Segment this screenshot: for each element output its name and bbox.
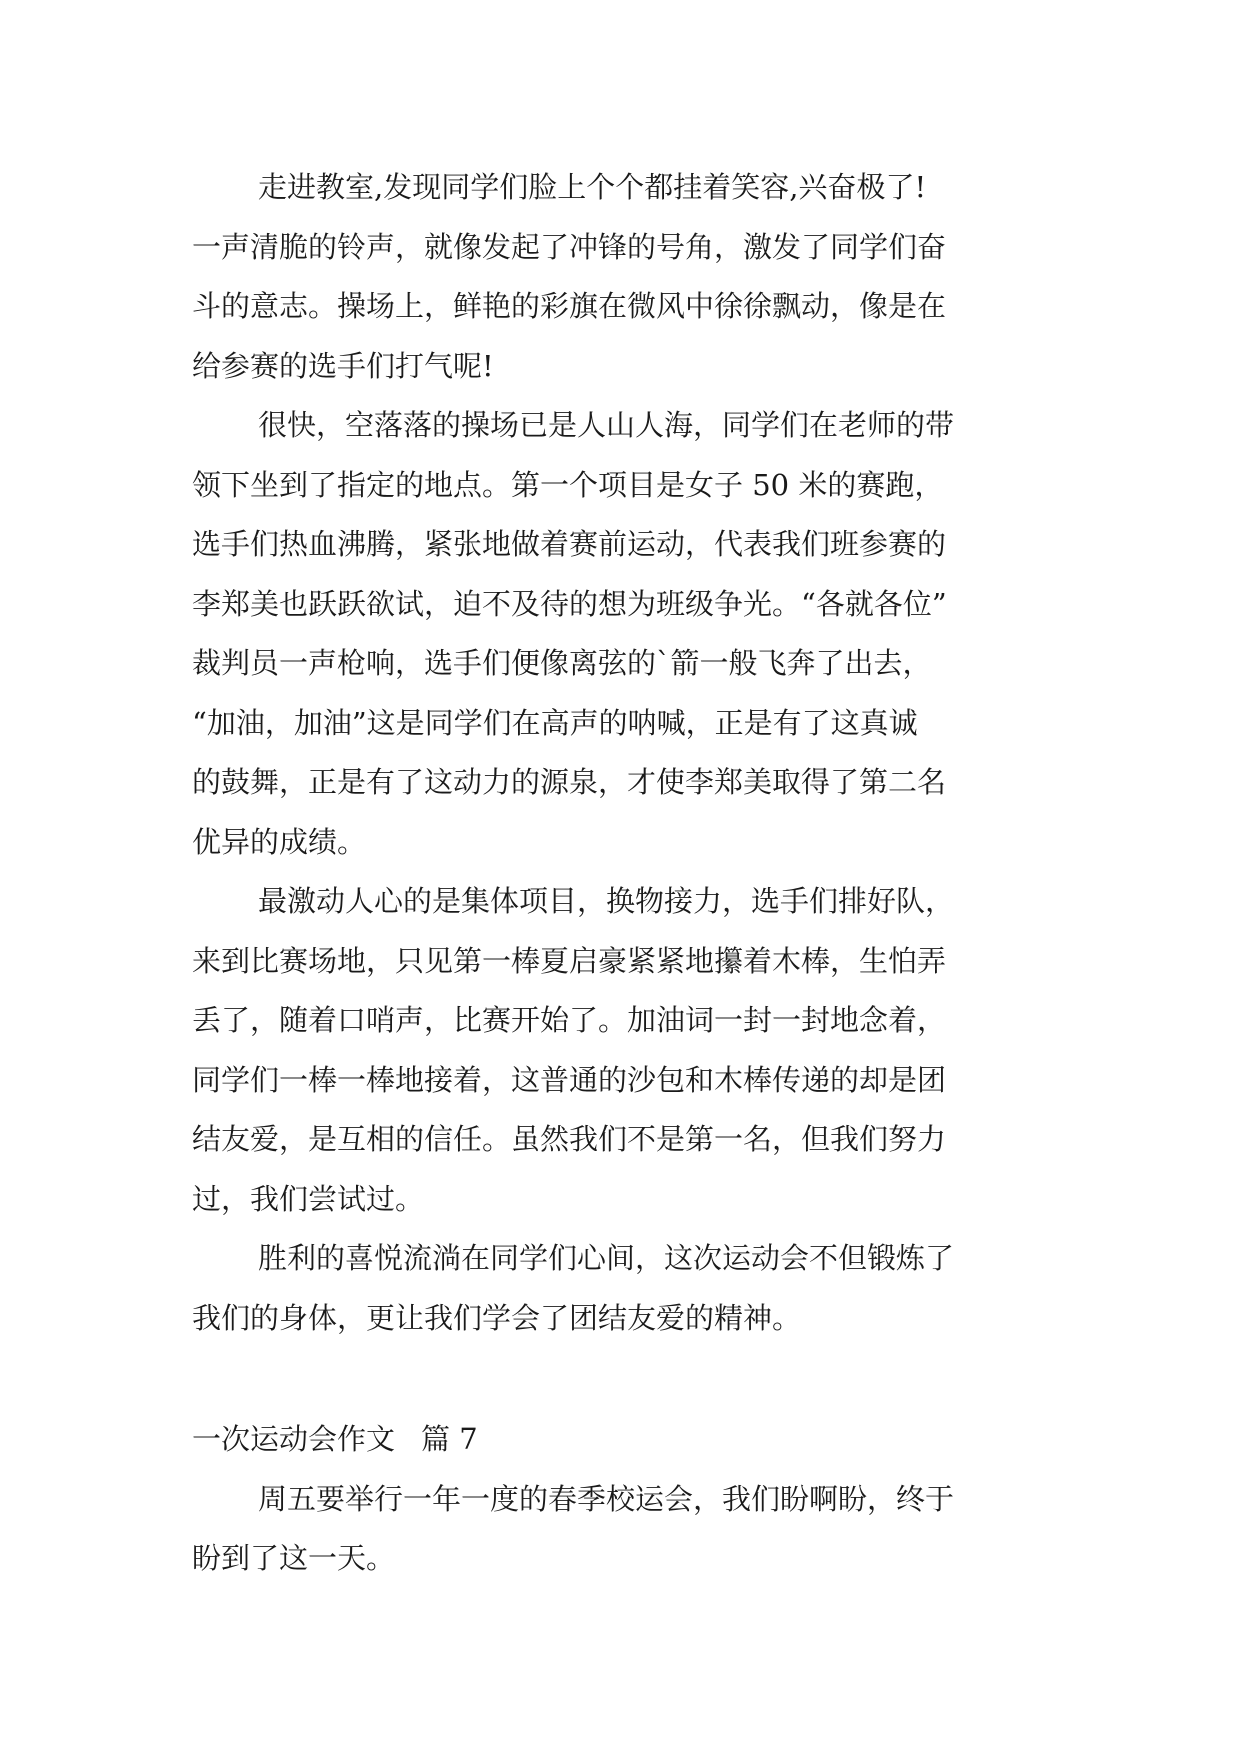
text-line: 盼到了这一天。 <box>192 1541 396 1575</box>
text-line: 领下坐到了指定的地点。第一个项目是女子 50 米的赛跑， <box>192 467 944 502</box>
text-line: 我们的身体，更让我们学会了团结友爱的精神。 <box>192 1300 802 1335</box>
text-line: 裁判员一声枪响，选手们便像离弦的`箭一般飞奔了出去， <box>192 646 932 680</box>
paragraph <box>192 1470 1052 1589</box>
paragraph <box>192 1229 1052 1348</box>
text-line: 同学们一棒一棒地接着，这普通的沙包和木棒传递的却是团 <box>192 1062 947 1097</box>
text-line: 来到比赛场地，只见第一棒夏启豪紧紧地攥着木棒，生怕弄 <box>192 943 947 978</box>
text-line: 很快，空落落的操场已是人山人海，同学们在老师的带 <box>258 408 955 442</box>
section-heading-label: 篇 7 <box>421 1422 478 1456</box>
paragraph <box>192 158 1052 396</box>
text-line: 过，我们尝试过。 <box>192 1181 425 1216</box>
section-heading <box>192 1410 1052 1470</box>
text-line: 的鼓舞，正是有了这动力的源泉，才使李郑美取得了第二名 <box>192 765 947 799</box>
text-line: 走进教室,发现同学们脸上个个都挂着笑容,兴奋极了! <box>258 170 927 204</box>
text-line: 胜利的喜悦流淌在同学们心间，这次运动会不但锻炼了 <box>258 1241 955 1275</box>
text-line: 丢了，随着口哨声，比赛开始了。加油词一封一封地念着， <box>192 1003 947 1037</box>
text-line: “加油，加油”这是同学们在高声的呐喊，正是有了这真诚 <box>192 705 918 740</box>
text-line: 李郑美也跃跃欲试，迫不及待的想为班级争光。“各就各位” <box>192 586 947 621</box>
text-line: 选手们热血沸腾，紧张地做着赛前运动，代表我们班参赛的 <box>192 527 947 561</box>
text-line: 斗的意志。操场上，鲜艳的彩旗在微风中徐徐飘动，像是在 <box>192 289 947 323</box>
section-gap <box>192 1348 1052 1410</box>
paragraph <box>192 396 1052 872</box>
text-line: 周五要举行一年一度的春季校运会，我们盼啊盼，终于 <box>258 1481 955 1516</box>
paragraph <box>192 872 1052 1229</box>
section-heading-title: 一次运动会作文 <box>192 1422 396 1456</box>
text-line: 结友爱，是互相的信任。虽然我们不是第一名，但我们努力 <box>192 1122 947 1156</box>
text-line: 最激动人心的是集体项目，换物接力，选手们排好队， <box>258 884 955 918</box>
text-line: 给参赛的选手们打气呢! <box>192 348 494 383</box>
text-line: 一声清脆的铃声，就像发起了冲锋的号角，激发了同学们奋 <box>192 229 947 264</box>
document-body <box>192 158 1052 1589</box>
text-line: 优异的成绩。 <box>192 824 367 859</box>
